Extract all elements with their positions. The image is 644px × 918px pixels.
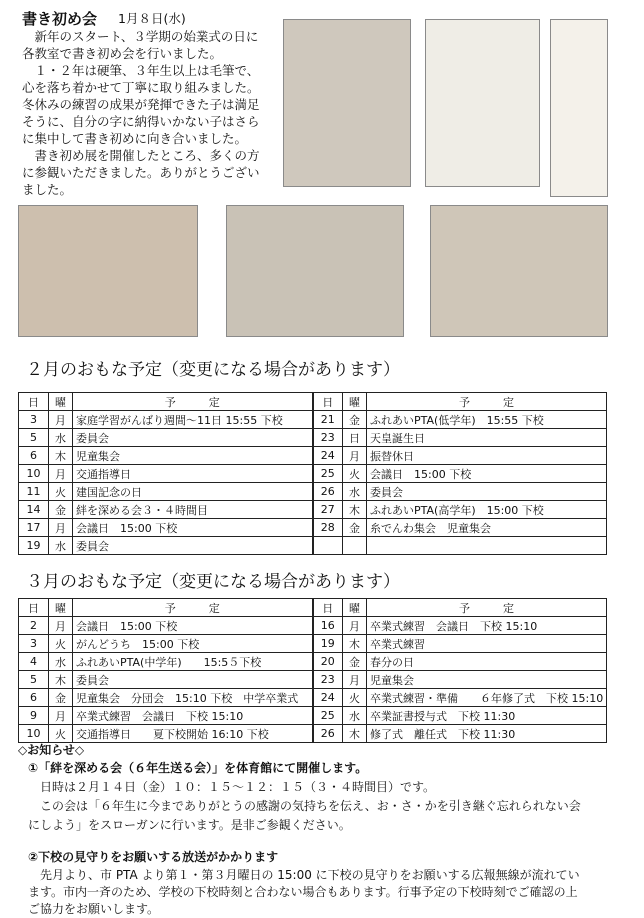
notice-line: 日時は２月１４日（金）１０：１５～１２：１５（３・４時間目）です。 xyxy=(40,780,436,794)
notice-heading: ◇お知らせ◇ xyxy=(18,743,85,757)
cell-weekday: 木 xyxy=(343,635,367,653)
table-row xyxy=(19,617,607,635)
cell-plan: 交通指導日 夏下校開始 16:10 下校 xyxy=(73,725,313,743)
notice-item-title: ①「絆を深める会（６年生送る会）」を体育館にて開催します。 xyxy=(28,761,368,775)
cell-day: 10 xyxy=(19,465,49,483)
cell-plan: ふれあいPTA(中学年) 15:5５下校 xyxy=(73,653,313,671)
cell-weekday: 水 xyxy=(343,707,367,725)
cell-plan: 絆を深める会３・４時間目 xyxy=(73,501,313,519)
table-row xyxy=(19,671,607,689)
cell-plan: 天皇誕生日 xyxy=(367,429,607,447)
table-row xyxy=(19,429,607,447)
cell-plan xyxy=(367,537,607,555)
table-row xyxy=(19,483,607,501)
cell-plan: ふれあいPTA(低学年) 15:55 下校 xyxy=(367,411,607,429)
photo-students-at-desks xyxy=(18,205,198,337)
table-row xyxy=(19,725,607,743)
cell-weekday: 月 xyxy=(49,519,73,537)
cell-day: 5 xyxy=(19,429,49,447)
col-header-weekday: 曜 xyxy=(49,599,73,617)
col-header-weekday: 曜 xyxy=(343,599,367,617)
cell-plan: 会議日 15:00 下校 xyxy=(367,465,607,483)
cell-day: 24 xyxy=(313,447,343,465)
cell-day: 6 xyxy=(19,447,49,465)
article-line: に集中して書き初めに向き合いました。 xyxy=(22,131,248,146)
cell-plan: 児童集会 xyxy=(367,671,607,689)
mar-schedule-title: ３月のおもな予定（変更になる場合があります） xyxy=(26,572,400,592)
cell-day: 3 xyxy=(19,411,49,429)
mar-schedule-table xyxy=(18,598,607,743)
cell-weekday: 水 xyxy=(49,653,73,671)
cell-day: 25 xyxy=(313,707,343,725)
cell-plan: 児童集会 xyxy=(73,447,313,465)
cell-plan: 卒業式練習・準備 ６年修了式 下校 15:10 xyxy=(367,689,607,707)
cell-plan: 修了式 離任式 下校 11:30 xyxy=(367,725,607,743)
article-line: 冬休みの練習の成果が発揮できた子は満足 xyxy=(22,97,260,112)
table-row xyxy=(19,411,607,429)
article-line: に参観いただきました。ありがとうござい xyxy=(22,165,260,180)
cell-day: 21 xyxy=(313,411,343,429)
cell-weekday: 月 xyxy=(49,465,73,483)
cell-weekday: 水 xyxy=(343,483,367,501)
article-line: 各教室で書き初め会を行いました。 xyxy=(22,46,223,61)
cell-day: 5 xyxy=(19,671,49,689)
cell-day: 11 xyxy=(19,483,49,501)
cell-weekday: 月 xyxy=(343,447,367,465)
table-row xyxy=(19,689,607,707)
col-header-plan: 予 定 xyxy=(73,393,313,411)
cell-plan: 建国記念の日 xyxy=(73,483,313,501)
table-row xyxy=(19,465,607,483)
cell-day: 17 xyxy=(19,519,49,537)
cell-weekday: 火 xyxy=(49,725,73,743)
article-line: そうに、自分の字に納得いかない子はさら xyxy=(22,114,260,129)
cell-weekday: 水 xyxy=(49,429,73,447)
cell-weekday: 月 xyxy=(343,671,367,689)
article-line: ました。 xyxy=(22,182,73,197)
article-line: 心を落ち着かせて丁寧に取り組みました。 xyxy=(22,80,260,95)
col-header-day: 日 xyxy=(313,393,343,411)
article-line: １・２年は硬筆、３年生以上は毛筆で、 xyxy=(22,63,260,78)
cell-weekday: 金 xyxy=(343,519,367,537)
article-line: 書き初め展を開催したところ、多くの方 xyxy=(22,148,260,163)
cell-weekday: 月 xyxy=(49,707,73,725)
table-row xyxy=(19,707,607,725)
cell-weekday: 金 xyxy=(343,653,367,671)
col-header-day: 日 xyxy=(313,599,343,617)
cell-plan: 委員会 xyxy=(367,483,607,501)
cell-day: 19 xyxy=(313,635,343,653)
cell-plan: 会議日 15:00 下校 xyxy=(73,519,313,537)
notice-line: この会は「６年生に今までありがとうの感謝の気持ちを伝え、お・さ・かを引き継ぐ忘れられない会 xyxy=(40,799,581,813)
photo-penmanship-sample xyxy=(425,19,540,187)
cell-day: 3 xyxy=(19,635,49,653)
cell-weekday xyxy=(343,537,367,555)
cell-plan: 交通指導日 xyxy=(73,465,313,483)
table-row xyxy=(19,635,607,653)
cell-weekday: 木 xyxy=(343,501,367,519)
col-header-day: 日 xyxy=(19,393,49,411)
table-header-row xyxy=(19,599,607,617)
notice-line: ます。市内一斉のため、学校の下校時刻と合わない場合もあります。行事予定の下校時刻でご確認の上 xyxy=(28,885,578,899)
cell-plan: ふれあいPTA(高学年) 15:00 下校 xyxy=(367,501,607,519)
table-row xyxy=(19,447,607,465)
cell-weekday: 金 xyxy=(49,689,73,707)
cell-day: 24 xyxy=(313,689,343,707)
notice-line: ご協力をお願いします。 xyxy=(28,902,160,916)
table-row xyxy=(19,501,607,519)
cell-weekday: 火 xyxy=(343,689,367,707)
cell-plan: 卒業式練習 xyxy=(367,635,607,653)
cell-day: 2 xyxy=(19,617,49,635)
col-header-weekday: 曜 xyxy=(343,393,367,411)
cell-day: 25 xyxy=(313,465,343,483)
notice-line: にしよう」をスローガンに行います。是非ご参観ください。 xyxy=(28,818,351,832)
cell-weekday: 火 xyxy=(49,635,73,653)
notice-line: 先月より、市 PTA より第１・第３月曜日の 15:00 に下校の見守りをお願いする広報無線が流れてい xyxy=(40,868,580,882)
cell-day: 16 xyxy=(313,617,343,635)
cell-day: 23 xyxy=(313,429,343,447)
table-row xyxy=(19,653,607,671)
col-header-plan: 予 定 xyxy=(367,393,607,411)
article-title: 書き初め会 xyxy=(22,10,98,28)
cell-weekday: 木 xyxy=(343,725,367,743)
article-date: 1月８日(水) xyxy=(118,11,186,26)
cell-plan: 卒業証書授与式 下校 11:30 xyxy=(367,707,607,725)
article-line: 新年のスタート、３学期の始業式の日に xyxy=(22,29,259,44)
cell-day: 9 xyxy=(19,707,49,725)
cell-plan: 卒業式練習 会議日 下校 15:10 xyxy=(367,617,607,635)
cell-plan: 会議日 15:00 下校 xyxy=(73,617,313,635)
table-header-row xyxy=(19,393,607,411)
table-row xyxy=(19,537,607,555)
cell-plan: 委員会 xyxy=(73,429,313,447)
col-header-plan: 予 定 xyxy=(367,599,607,617)
feb-schedule-table xyxy=(18,392,607,555)
cell-plan: 児童集会 分団会 15:10 下校 中学卒業式 xyxy=(73,689,313,707)
cell-day: 28 xyxy=(313,519,343,537)
cell-day: 10 xyxy=(19,725,49,743)
cell-weekday: 金 xyxy=(343,411,367,429)
cell-day: 27 xyxy=(313,501,343,519)
cell-weekday: 月 xyxy=(343,617,367,635)
photo-student-brush-writing xyxy=(226,205,404,337)
feb-schedule-title: ２月のおもな予定（変更になる場合があります） xyxy=(26,360,400,380)
cell-day: 23 xyxy=(313,671,343,689)
cell-plan: 春分の日 xyxy=(367,653,607,671)
photo-calligraphy-susumu-yuuki xyxy=(550,19,608,197)
cell-day: 26 xyxy=(313,725,343,743)
cell-plan: 家庭学習がんばり週間～11日 15:55 下校 xyxy=(73,411,313,429)
cell-plan: 委員会 xyxy=(73,537,313,555)
photo-student-writing-classroom xyxy=(430,205,608,337)
cell-weekday: 木 xyxy=(49,671,73,689)
photo-student-calligraphy-floor xyxy=(283,19,411,187)
cell-day xyxy=(313,537,343,555)
cell-weekday: 木 xyxy=(49,447,73,465)
cell-weekday: 火 xyxy=(49,483,73,501)
cell-day: 14 xyxy=(19,501,49,519)
cell-weekday: 水 xyxy=(49,537,73,555)
cell-plan: 振替休日 xyxy=(367,447,607,465)
cell-day: 6 xyxy=(19,689,49,707)
cell-plan: 糸でんわ集会 児童集会 xyxy=(367,519,607,537)
cell-day: 19 xyxy=(19,537,49,555)
cell-day: 4 xyxy=(19,653,49,671)
cell-weekday: 日 xyxy=(343,429,367,447)
col-header-weekday: 曜 xyxy=(49,393,73,411)
cell-day: 26 xyxy=(313,483,343,501)
notice-item-title: ②下校の見守りをお願いする放送がかかります xyxy=(28,850,279,864)
cell-plan: がんどうち 15:00 下校 xyxy=(73,635,313,653)
col-header-day: 日 xyxy=(19,599,49,617)
cell-weekday: 月 xyxy=(49,411,73,429)
cell-plan: 委員会 xyxy=(73,671,313,689)
table-row xyxy=(19,519,607,537)
cell-weekday: 月 xyxy=(49,617,73,635)
cell-weekday: 金 xyxy=(49,501,73,519)
cell-plan: 卒業式練習 会議日 下校 15:10 xyxy=(73,707,313,725)
cell-day: 20 xyxy=(313,653,343,671)
col-header-plan: 予 定 xyxy=(73,599,313,617)
cell-weekday: 火 xyxy=(343,465,367,483)
